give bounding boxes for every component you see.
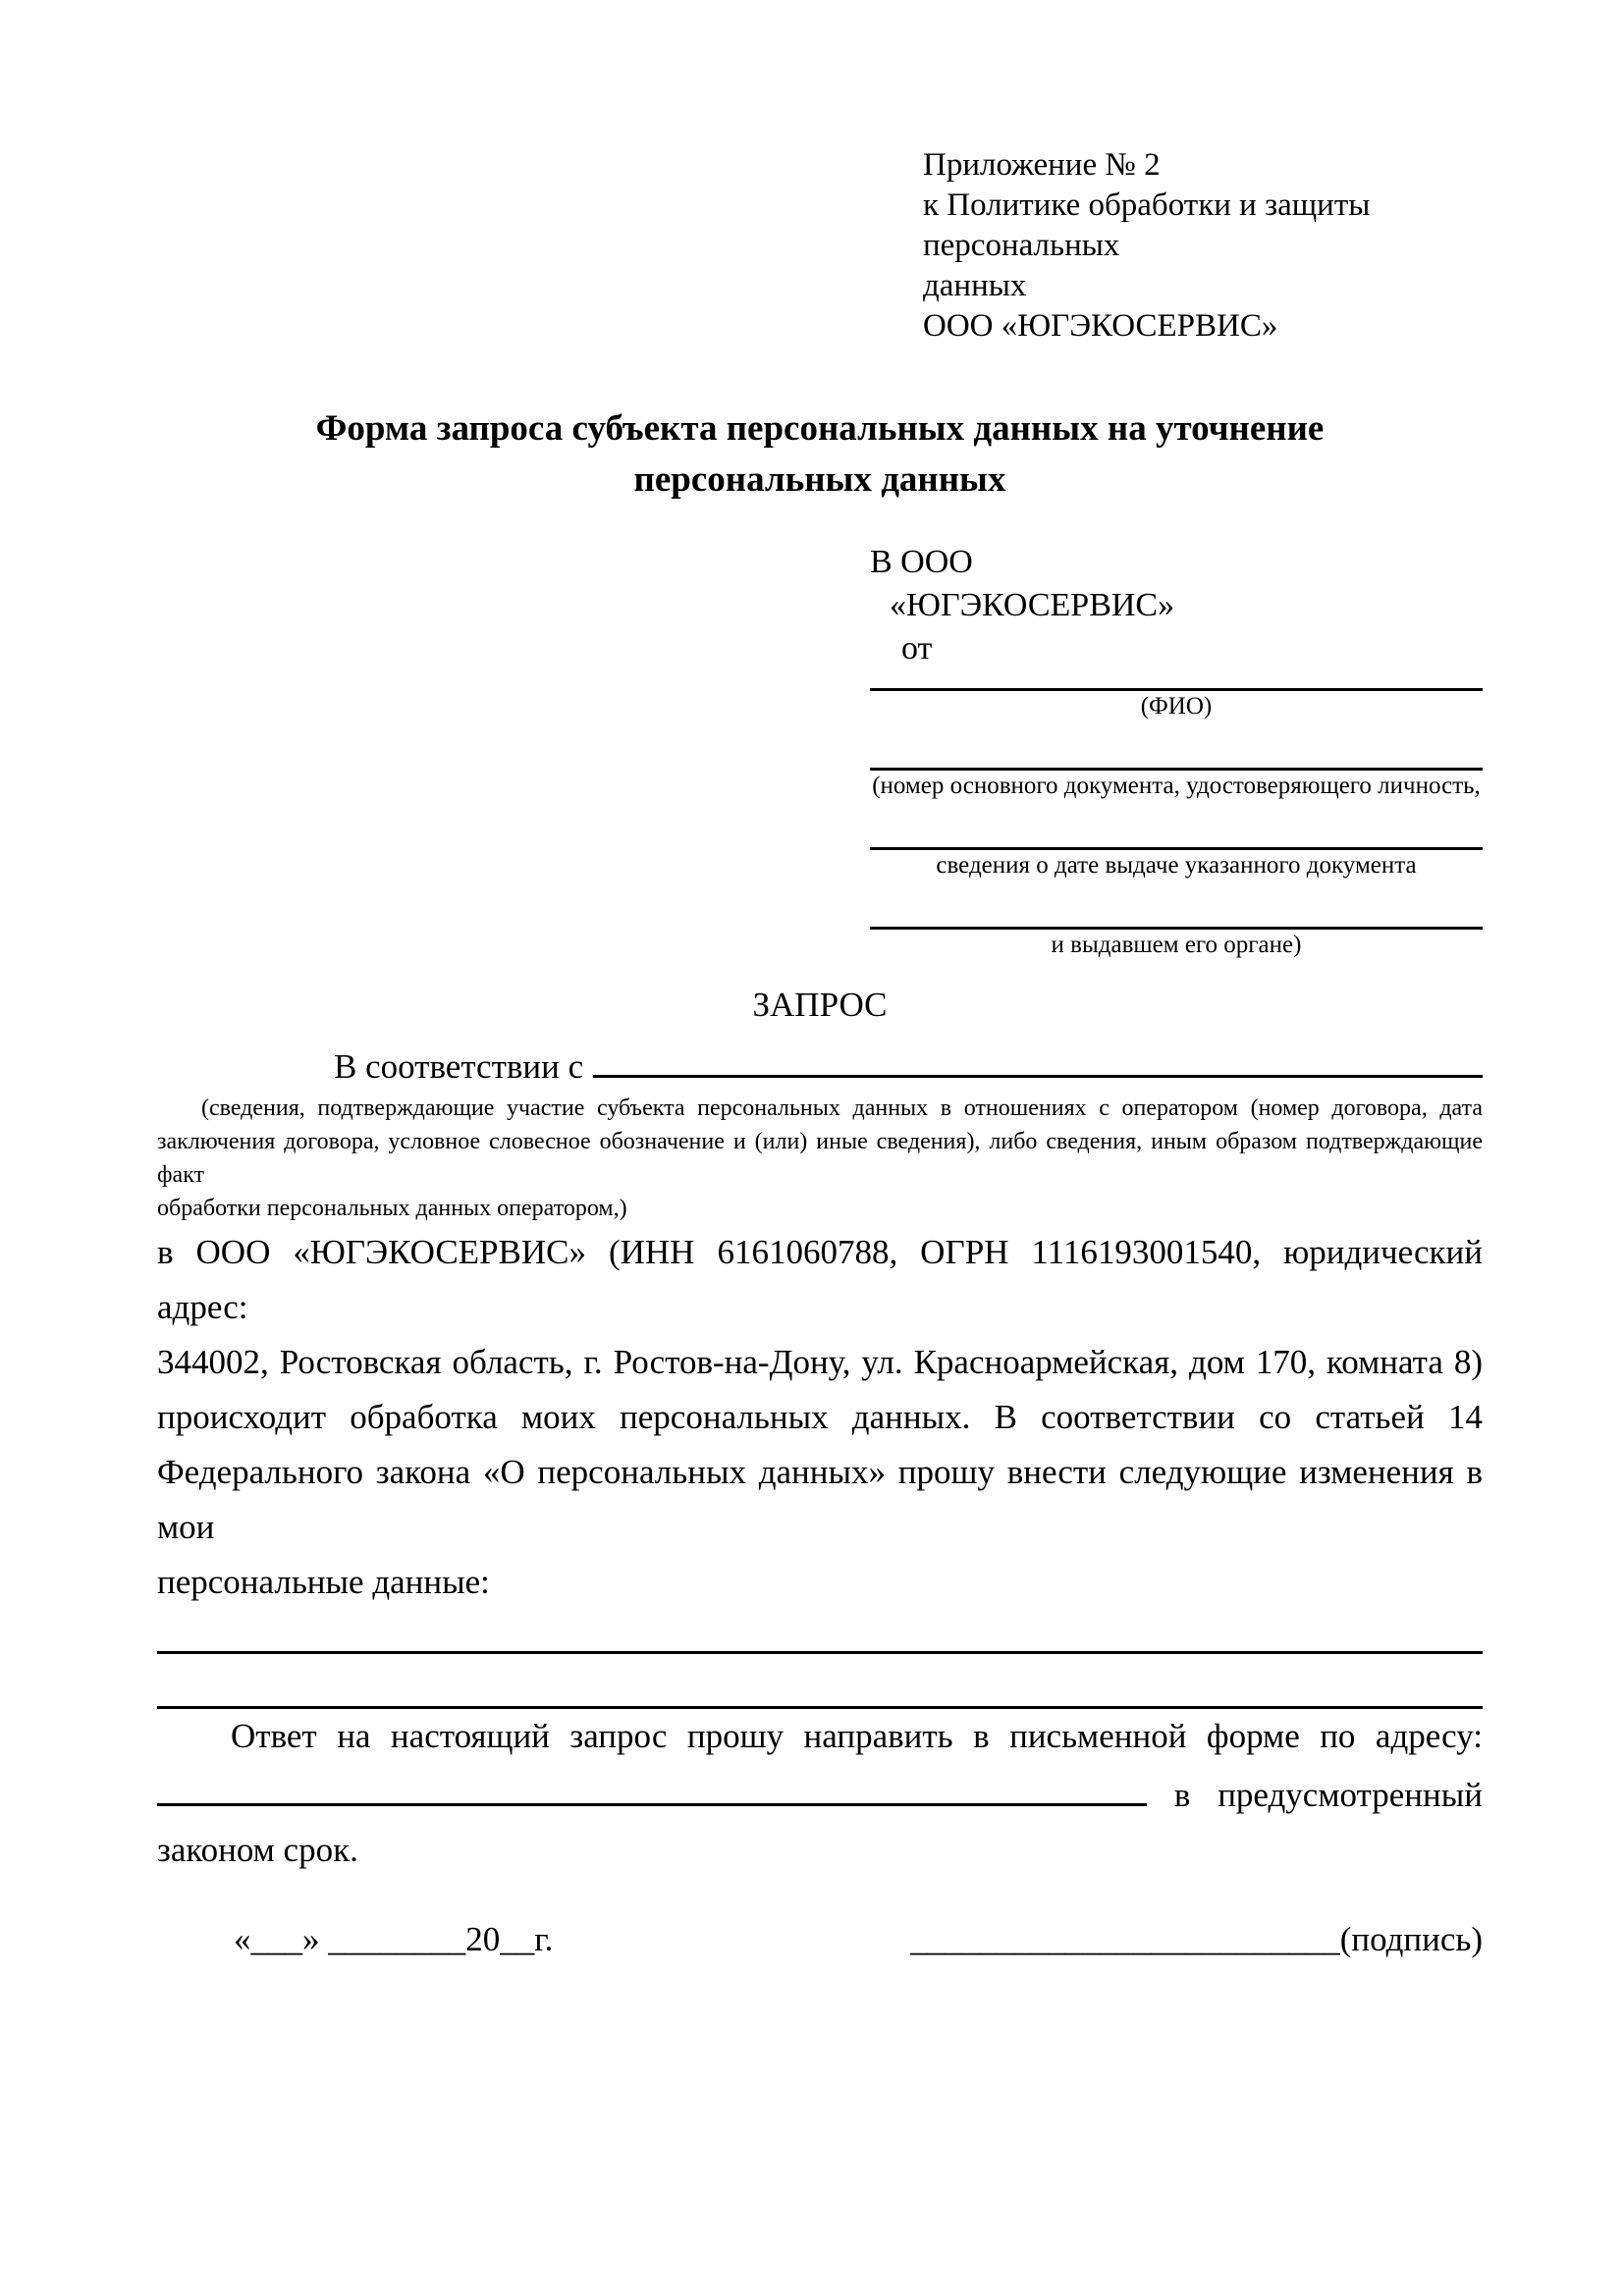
date-signature-row [157, 1915, 1483, 1964]
doc-date-caption: сведения о дате выдаче указанного документа [936, 852, 1417, 879]
basis-note-line2: заключения договора, условное словесное обозначение и (или) иные сведения), либо сведения, иным образом подтверждающие факт [157, 1129, 1483, 1188]
body-line4: Федерального закона «О персональных данных» прошу внести следующие изменения в мои [157, 1453, 1483, 1546]
answer-word1: в [1173, 1776, 1191, 1814]
page-title-line1: Форма запроса субъекта персональных данных на уточнение [315, 408, 1325, 449]
page-title-line2: персональных данных [633, 459, 1006, 500]
body-line5: персональные данные: [157, 1563, 490, 1601]
basis-input-line[interactable] [593, 1038, 1483, 1078]
basis-note-line1: (сведения, подтверждающие участие субъекта персональных данных в отношениях с оператором (номер договора, дата [201, 1095, 1483, 1121]
basis-row [157, 1038, 1483, 1092]
signature-area [910, 1915, 1483, 1964]
request-heading: ЗАПРОС [752, 986, 888, 1024]
answer-line2 [157, 1764, 1483, 1823]
page-title [157, 403, 1483, 506]
basis-label: В соответствии с [334, 1047, 584, 1086]
signature-input-line[interactable]: _________________________ [910, 1920, 1340, 1958]
address-input-line[interactable] [157, 1764, 1147, 1806]
doc-number-input-line[interactable] [870, 722, 1483, 771]
date-input-field[interactable]: «___» ________20__г. [234, 1920, 554, 1958]
body-line1: в ООО «ЮГЭКОСЕРВИС» (ИНН 6161060788, ОГРН 1116193001540, юридический адрес: [157, 1233, 1483, 1326]
appendix-policy-line1: к Политике обработки и защиты персональных [923, 187, 1371, 263]
fio-caption: (ФИО) [1140, 693, 1213, 720]
recipient-block [870, 541, 1483, 961]
answer-word2: предусмотренный [1218, 1776, 1483, 1814]
recipient-to-line2: «ЮГЭКОСЕРВИС» [890, 587, 1175, 623]
body-line3: происходит обработка моих персональных данных. В соответствии со статьей 14 [157, 1398, 1483, 1436]
answer-line1: Ответ на настоящий запрос прошу направить в письменной форме по адресу: [231, 1717, 1483, 1755]
basis-note-line3: обработки персональных данных оператором,) [157, 1196, 627, 1221]
answer-line3: законом срок. [157, 1831, 358, 1869]
recipient-from-label: от [901, 630, 933, 667]
doc-number-caption: (номер основного документа, удостоверяющего личность, [872, 773, 1481, 799]
doc-issuer-caption: и выдавшем его органе) [1051, 932, 1302, 958]
recipient-to-line1: В ООО [870, 544, 973, 580]
appendix-policy-line2: данных [923, 268, 1027, 303]
signature-caption: (подпись) [1339, 1920, 1483, 1958]
doc-date-input-line[interactable] [870, 802, 1483, 850]
appendix-company: ООО «ЮГЭКОСЕРВИС» [923, 308, 1278, 344]
appendix-number: Приложение № 2 [923, 147, 1161, 183]
changes-input-line2[interactable] [157, 1654, 1483, 1709]
appendix-header [923, 145, 1483, 347]
body-line2: 344002, Ростовская область, г. Ростов-на-Дону, ул. Красноармейская, дом 170, комната 8) [157, 1343, 1483, 1381]
fio-input-line[interactable] [870, 670, 1483, 691]
doc-issuer-input-line[interactable] [870, 881, 1483, 930]
changes-input-line1[interactable] [157, 1610, 1483, 1654]
